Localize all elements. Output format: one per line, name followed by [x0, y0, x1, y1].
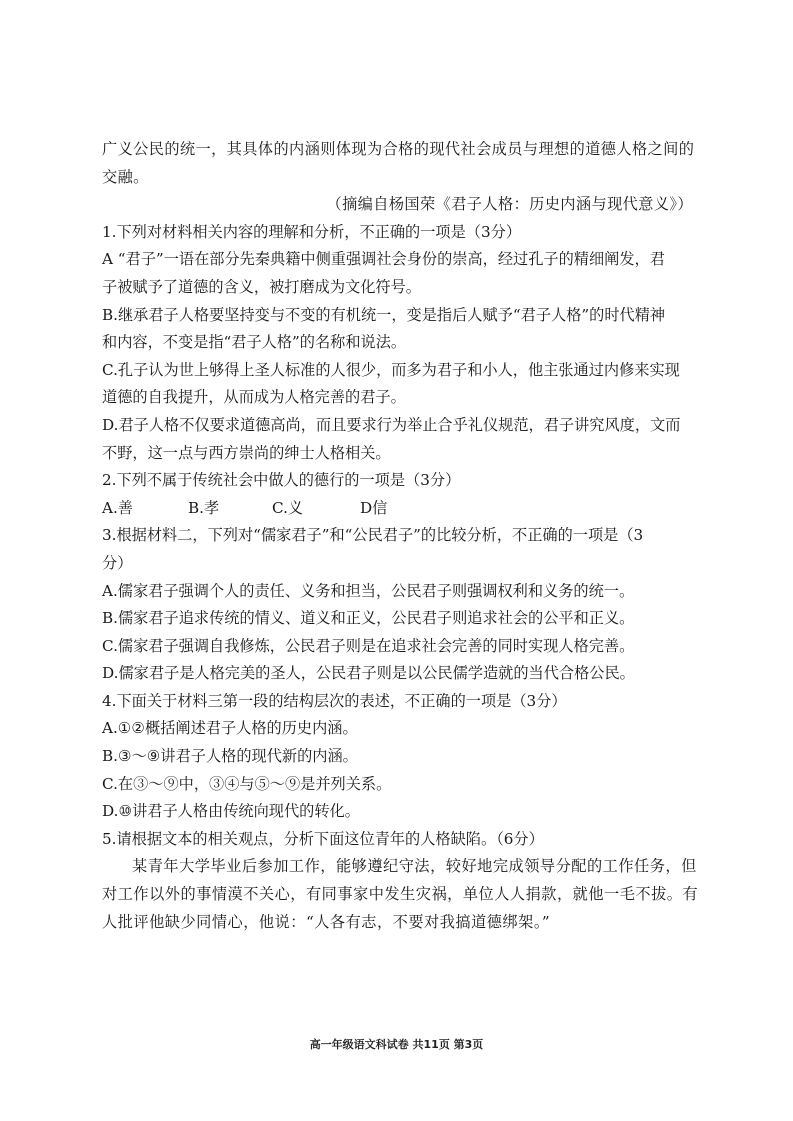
option-c: C.儒家君子强调自我修炼，公民君子则是在追求社会完善的同时实现人格完善。 — [102, 636, 635, 655]
question-1 — [102, 219, 693, 467]
option-c: C.孔子认为世上够得上圣人标准的人很少，而多为君子和小人，他主张通过内修来实现 — [102, 360, 680, 379]
option-b-cont: 和内容，不变是指“君子人格”的名称和说法。 — [102, 333, 407, 352]
question-stem: 5.请根据文本的相关观点，分析下面这位青年的人格缺陷。（6分） — [102, 829, 544, 848]
option-a: A.儒家君子强调个人的责任、义务和担当，公民君子则强调权利和义务的统一。 — [102, 581, 635, 600]
question-stem: 4.下面关于材料三第一段的结构层次的表述，不正确的一项是（3分） — [102, 691, 567, 710]
passage-line: 某青年大学毕业后参加工作，能够遵纪守法，较好地完成领导分配的工作任务，但 — [132, 857, 697, 876]
question-3 — [102, 522, 693, 688]
passage-ending — [102, 136, 693, 219]
passage-line: 交融。 — [102, 167, 149, 186]
option-a-cont: 子被赋予了道德的含义，被打磨成为文化符号。 — [102, 277, 421, 296]
option-d: D.儒家君子是人格完美的圣人，公民君子则是以公民儒学造就的当代合格公民。 — [102, 664, 635, 683]
option-b: B.③～⑨讲君子人格的现代新的内涵。 — [102, 747, 358, 766]
option-d-cont: 不野，这一点与西方崇尚的绅士人格相关。 — [102, 443, 391, 462]
passage-line: 广义公民的统一，其具体的内涵则体现为合格的现代社会成员与理想的道德人格之间的 — [102, 140, 695, 158]
source-citation: （摘编自杨国荣《君子人格：历史内涵与现代意义》） — [326, 195, 693, 214]
question-stem: 1.下列对材料相关内容的理解和分析，不正确的一项是（3分） — [102, 222, 522, 241]
passage-line: 人批评他缺少同情心，他说：“人各有志，不要对我搞道德绑架。” — [102, 912, 551, 931]
page-footer: 高一年级语文科试卷 共11页 第3页 — [309, 1038, 484, 1051]
question-stem-cont: 分） — [102, 553, 133, 572]
question-4 — [102, 688, 693, 826]
question-2 — [102, 467, 693, 522]
question-stem: 2.下列不属于传统社会中做人的德行的一项是（3分） — [102, 471, 461, 490]
option-a: A.①②概括阐述君子人格的历史内涵。 — [102, 719, 358, 738]
option-b: B.儒家君子追求传统的情义、道义和正义，公民君子则追求社会的公平和正义。 — [102, 609, 635, 628]
option-b: B.继承君子人格要坚持变与不变的有机统一，变是指后人赋予“君子人格”的时代精神 — [102, 305, 666, 324]
option-c-cont: 道德的自我提升，从而成为人格完善的君子。 — [102, 388, 406, 407]
option-d: D信 — [360, 498, 388, 517]
case-passage — [102, 853, 699, 936]
option-c: C.义 — [272, 498, 304, 517]
option-c: C.在③～⑨中，③④与⑤～⑨是并列关系。 — [102, 774, 392, 793]
option-d: D.⑩讲君子人格由传统向现代的转化。 — [102, 802, 360, 821]
option-a: A.善 — [102, 498, 133, 517]
option-b: B.孝 — [188, 498, 220, 517]
question-5 — [102, 826, 699, 936]
question-stem: 3.根据材料二，下列对“儒家君子”和“公民君子”的比较分析，不正确的一项是（3 — [102, 526, 644, 545]
options-row — [102, 495, 693, 523]
option-a: A “君子”一语在部分先秦典籍中侧重强调社会身份的崇高，经过孔子的精细阐发，君 — [102, 250, 665, 269]
option-d: D.君子人格不仅要求道德高尚，而且要求行为举止合乎礼仪规范，君子讲究风度，文而 — [102, 415, 681, 434]
passage-line: 对工作以外的事情漠不关心，有同事家中发生灾祸，单位人人捐款，就他一毛不拔。有 — [102, 885, 699, 904]
